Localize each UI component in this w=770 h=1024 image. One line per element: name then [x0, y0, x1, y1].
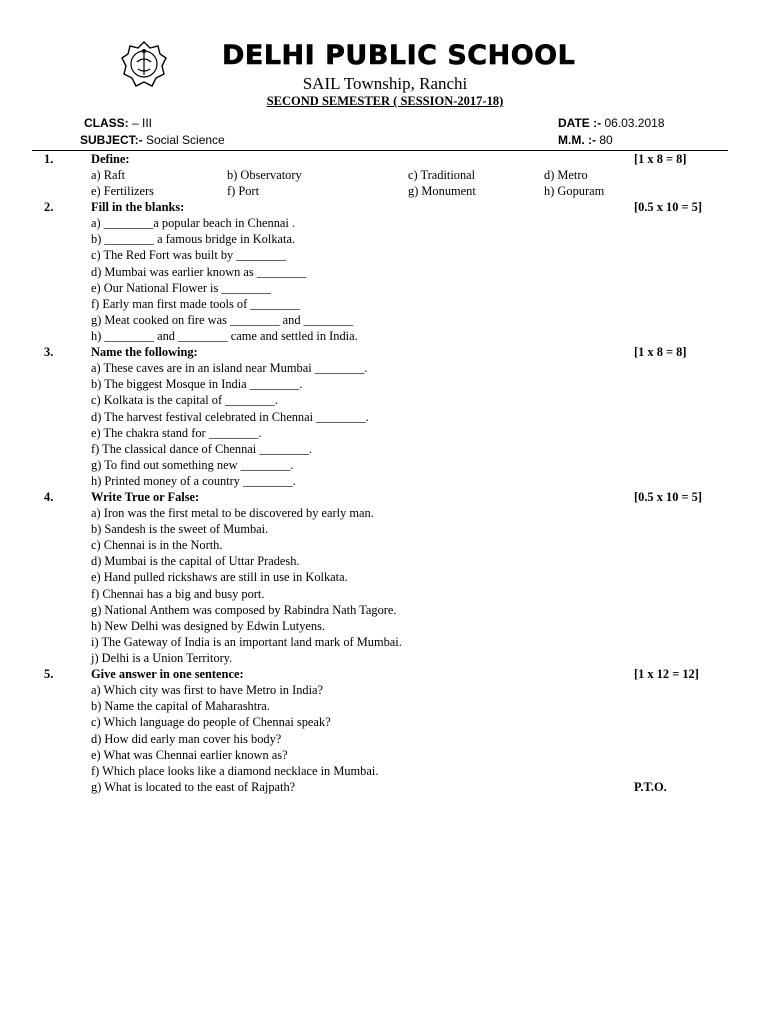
question-item: d) Mumbai was earlier known as ________ — [91, 265, 307, 279]
question-marks: [1 x 12 = 12] — [634, 667, 699, 681]
define-term: f) Port — [227, 184, 260, 198]
question-item: h) ________ and ________ came and settled in India. — [91, 329, 358, 343]
question-title: Write True or False: — [91, 490, 200, 504]
question-item: d) How did early man cover his body? — [91, 732, 282, 746]
question-title: Give answer in one sentence: — [91, 667, 244, 681]
question-item: d) Mumbai is the capital of Uttar Pradesh. — [91, 554, 300, 568]
question-item: a) ________a popular beach in Chennai . — [91, 216, 296, 230]
question-marks: [0.5 x 10 = 5] — [634, 490, 702, 504]
question-item: e) Our National Flower is ________ — [91, 281, 271, 295]
subject-info — [80, 133, 225, 147]
question-item: c) Kolkata is the capital of ________. — [91, 393, 278, 407]
define-term: e) Fertilizers — [91, 184, 154, 198]
school-location: SAIL Township, Ranchi — [302, 74, 468, 93]
question-item: b) ________ a famous bridge in Kolkata. — [91, 232, 296, 246]
pto-note: P.T.O. — [634, 780, 667, 794]
question-item: g) To find out something new ________. — [91, 458, 294, 472]
define-term: d) Metro — [544, 168, 588, 182]
max-marks-info — [558, 133, 613, 147]
question-item: d) The harvest festival celebrated in Chennai ________. — [91, 410, 369, 424]
question-item: a) These caves are in an island near Mumbai ________. — [91, 361, 368, 375]
question-number: 4. — [44, 490, 54, 504]
question-title: Name the following: — [91, 345, 198, 359]
question-item: e) Hand pulled rickshaws are still in use in Kolkata. — [91, 570, 348, 584]
question-item: h) New Delhi was designed by Edwin Lutyens. — [91, 619, 326, 633]
subject-label: SUBJECT:- — [80, 133, 143, 147]
question-item: e) What was Chennai earlier known as? — [91, 748, 288, 762]
date-value: 06.03.2018 — [601, 116, 665, 130]
define-term: a) Raft — [91, 168, 126, 182]
define-term: g) Monument — [408, 184, 476, 198]
class-label: CLASS: — [84, 116, 129, 130]
question-item: e) The chakra stand for ________. — [91, 426, 262, 440]
question-item: a) Iron was the first metal to be discovered by early man. — [91, 506, 374, 520]
question-item: b) Name the capital of Maharashtra. — [91, 699, 270, 713]
define-term: c) Traditional — [408, 168, 476, 182]
question-item: g) National Anthem was composed by Rabindra Nath Tagore. — [91, 603, 397, 617]
school-name: DELHI PUBLIC SCHOOL — [222, 40, 576, 71]
question-item: b) The biggest Mosque in India ________. — [91, 377, 303, 391]
question-item: j) Delhi is a Union Territory. — [91, 651, 233, 665]
question-item: a) Which city was first to have Metro in India? — [91, 683, 324, 697]
question-marks: [1 x 8 = 8] — [634, 345, 687, 359]
define-term: b) Observatory — [227, 168, 302, 182]
question-number: 5. — [44, 667, 54, 681]
question-number: 1. — [44, 152, 54, 166]
question-number: 3. — [44, 345, 54, 359]
question-item: f) The classical dance of Chennai ________. — [91, 442, 313, 456]
question-marks: [0.5 x 10 = 5] — [634, 200, 702, 214]
header-divider — [32, 150, 728, 151]
question-marks: [1 x 8 = 8] — [634, 152, 687, 166]
question-number: 2. — [44, 200, 54, 214]
max-marks-label: M.M. :- — [558, 133, 596, 147]
exam-session-title: SECOND SEMESTER ( SESSION-2017-18) — [266, 94, 504, 108]
max-marks-value: 80 — [596, 133, 613, 147]
question-title: Define: — [91, 152, 130, 166]
question-item: c) The Red Fort was built by ________ — [91, 248, 286, 262]
question-item: f) Early man first made tools of ________ — [91, 297, 300, 311]
subject-value: Social Science — [142, 133, 225, 147]
question-item: f) Chennai has a big and busy port. — [91, 587, 265, 601]
question-item: c) Chennai is in the North. — [91, 538, 223, 552]
question-item: b) Sandesh is the sweet of Mumbai. — [91, 522, 269, 536]
class-value: – III — [128, 116, 153, 130]
question-item: g) Meat cooked on fire was ________ and ________ — [91, 313, 354, 327]
question-item: f) Which place looks like a diamond necklace in Mumbai. — [91, 764, 379, 778]
date-label: DATE :- — [558, 116, 602, 130]
question-item: i) The Gateway of India is an important land mark of Mumbai. — [91, 635, 402, 649]
date-info — [558, 116, 665, 130]
question-item: c) Which language do people of Chennai speak? — [91, 715, 331, 729]
question-title: Fill in the blanks: — [91, 200, 185, 214]
class-info — [84, 116, 152, 130]
define-term: h) Gopuram — [544, 184, 605, 198]
question-item: g) What is located to the east of Rajpath? — [91, 780, 296, 794]
question-item: h) Printed money of a country ________. — [91, 474, 296, 488]
